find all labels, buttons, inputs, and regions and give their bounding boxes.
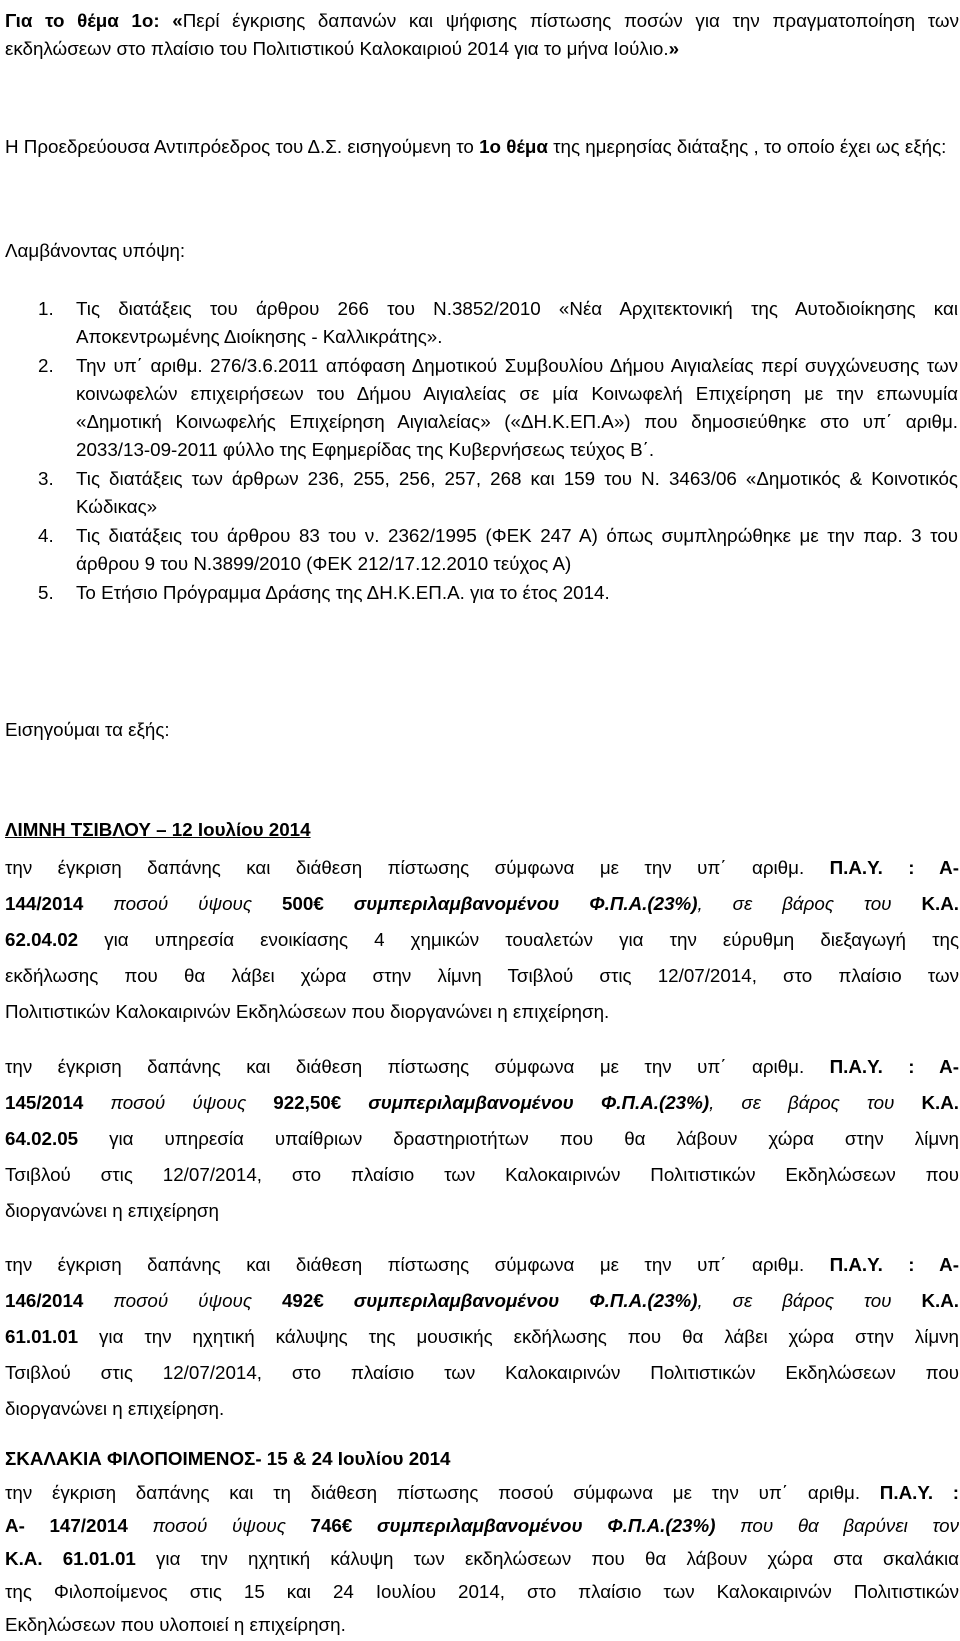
pay-code: 144/2014 xyxy=(5,893,84,914)
vat-note: συμπεριλαμβανομένου Φ.Π.Α.(23%) xyxy=(353,1290,698,1311)
vat-note: συμπεριλαμβανομένου Φ.Π.Α.(23%) xyxy=(377,1515,716,1536)
ka-label: Κ.Α. xyxy=(921,1092,959,1113)
expense-line xyxy=(5,1355,959,1391)
rapporteur-topic-number: 1ο θέμα xyxy=(479,136,548,157)
consideration-text: Την υπ΄ αριθμ. 276/3.6.2011 απόφαση Δημοτικού Συμβουλίου Δήμου Αιγιαλείας περί συγχώνευσης των κοινωφελών επιχειρήσεων του Δήμου Αιγιαλείας σε μία Κοινωφελή Επιχείρηση με την επωνυμία «Δημοτική Κοινωφελής Επιχείρηση Αιγιαλείας» («ΔΗ.Κ.ΕΠ.Α») που δημοσιεύθηκε στο υπ΄ αριθμ. 2033/13-09-2011 φύλλο της Εφημερίδας της Κυβερνήσεως τεύχος Β΄. xyxy=(76,355,958,460)
consideration-number: 1. xyxy=(38,298,54,319)
approval-text: την έγκριση δαπάνης και διάθεση πίστωσης σύμφωνα με την υπ΄ αριθμ. xyxy=(5,1056,805,1077)
considerations-list xyxy=(38,295,958,607)
consideration-item xyxy=(38,522,958,578)
pay-label: Π.Α.Υ. : xyxy=(879,1482,960,1503)
expense-line xyxy=(5,1085,959,1121)
purpose-text: Εκδηλώσεων που υλοποιεί η επιχείρηση. xyxy=(5,1614,346,1635)
consideration-number: 2. xyxy=(38,355,54,376)
considering-label: Λαμβάνοντας υπόψη: xyxy=(5,240,186,261)
expense-item xyxy=(5,1476,959,1641)
section-heading-text: ΛΙΜΝΗ ΤΣΙΒΛΟΥ – 12 Ιουλίου 2014 xyxy=(5,819,311,840)
expense-item xyxy=(5,850,959,1030)
pay-label: Π.Α.Υ. : Α- xyxy=(829,1056,960,1077)
pay-label: Π.Α.Υ. : Α- xyxy=(829,857,960,878)
pay-code: 146/2014 xyxy=(5,1290,84,1311)
purpose-text: διοργανώνει η επιχείρηση. xyxy=(5,1398,225,1419)
consideration-number: 3. xyxy=(38,468,54,489)
consideration-text: Τις διατάξεις του άρθρου 266 του Ν.3852/2010 «Νέα Αρχιτεκτονική της Αυτοδιοίκησης και Αποκεντρωμένης Διοίκησης - Καλλικράτης». xyxy=(76,298,958,347)
amount-label: ποσού ύψους xyxy=(127,1515,311,1536)
expense-line xyxy=(5,994,959,1030)
expense-line xyxy=(5,1121,959,1157)
amount-label: ποσού ύψους xyxy=(83,1092,274,1113)
purpose-text: για την ηχητική κάλυψη των εκδηλώσεων που θα λάβουν χώρα στα σκαλάκια xyxy=(135,1548,959,1569)
ka-code: 62.04.02 xyxy=(5,929,79,950)
purpose-text: Τσιβλού στις 12/07/2014, στο πλαίσιο των Καλοκαιρινών Πολιτιστικών Εκδηλώσεων που xyxy=(5,1164,959,1185)
expense-item xyxy=(5,1049,959,1229)
consideration-number: 4. xyxy=(38,525,54,546)
approval-text: την έγκριση δαπάνης και διάθεση πίστωσης σύμφωνα με την υπ΄ αριθμ. xyxy=(5,1254,805,1275)
expense-line xyxy=(5,886,959,922)
expense-line xyxy=(5,1319,959,1355)
amount-label: ποσού ύψους xyxy=(83,1290,282,1311)
expense-line xyxy=(5,1391,959,1427)
purpose-text: Πολιτιστικών Καλοκαιρινών Εκδηλώσεων που διοργανώνει η επιχείρηση. xyxy=(5,1001,610,1022)
expense-line xyxy=(5,922,959,958)
purpose-text: εκδήλωσης που θα λάβει χώρα στην λίμνη Τσιβλού στις 12/07/2014, στο πλαίσιο των xyxy=(5,965,959,986)
pay-label: Π.Α.Υ. : Α- xyxy=(829,1254,960,1275)
consideration-number: 5. xyxy=(38,582,54,603)
vat-note: συμπεριλαμβανομένου Φ.Π.Α.(23%) xyxy=(353,893,698,914)
expense-line xyxy=(5,1157,959,1193)
vat-note: συμπεριλαμβανομένου Φ.Π.Α.(23%) xyxy=(368,1092,710,1113)
purpose-text: της Φιλοποίμενος στις 15 και 24 Ιουλίου 2014, στο πλαίσιο των Καλοκαιρινών Πολιτιστικών xyxy=(5,1581,959,1602)
amount-label: ποσού ύψους xyxy=(83,893,282,914)
charge-text: , σε βάρος του xyxy=(697,893,922,914)
amount-value: 492€ xyxy=(281,1290,324,1311)
expense-line xyxy=(5,1542,959,1575)
consideration-item xyxy=(38,579,958,607)
topic-prefix: Για το θέμα 1ο: « xyxy=(5,10,183,31)
consideration-item xyxy=(38,352,958,464)
consideration-text: Το Ετήσιο Πρόγραμμα Δράσης της ΔΗ.Κ.ΕΠ.Α. για το έτος 2014. xyxy=(76,582,610,603)
proposal-label: Εισηγούμαι τα εξής: xyxy=(5,719,170,740)
charge-text: , σε βάρος του xyxy=(697,1290,922,1311)
expense-line xyxy=(5,850,959,886)
section-heading-text: ΣΚΑΛΑΚΙΑ ΦΙΛΟΠΟΙΜΕΝΟΣ- 15 & 24 Ιουλίου 2014 xyxy=(5,1448,451,1469)
rapporteur-paragraph xyxy=(5,133,959,161)
purpose-text: για υπηρεσία υπαίθριων δραστηριοτήτων που θα λάβουν χώρα στην λίμνη xyxy=(78,1128,959,1149)
topic-suffix: » xyxy=(668,38,680,59)
expense-line xyxy=(5,1476,959,1509)
purpose-text: για υπηρεσία ενοικίασης 4 χημικών τουαλετών για την εύρυθμη διεξαγωγή της xyxy=(78,929,959,950)
charge-text: , σε βάρος του xyxy=(709,1092,922,1113)
consideration-item xyxy=(38,295,958,351)
rapporteur-text-b: της ημερησίας διάταξης , το οποίο έχει ως εξής: xyxy=(547,136,947,157)
ka-code: 64.02.05 xyxy=(5,1128,79,1149)
section-heading xyxy=(5,816,959,844)
pay-code: 145/2014 xyxy=(5,1092,84,1113)
expense-line xyxy=(5,1049,959,1085)
rapporteur-text-a: Η Προεδρεύουσα Αντιπρόεδρος του Δ.Σ. εισηγούμενη το xyxy=(5,136,480,157)
expense-line xyxy=(5,1193,959,1229)
expense-line xyxy=(5,1608,959,1641)
ka-code: Κ.Α. 61.01.01 xyxy=(5,1548,136,1569)
purpose-text: διοργανώνει η επιχείρηση xyxy=(5,1200,219,1221)
purpose-text: για την ηχητική κάλυψης της μουσικής εκδήλωσης που θα λάβει χώρα στην λίμνη xyxy=(78,1326,959,1347)
expense-line xyxy=(5,958,959,994)
approval-text: την έγκριση δαπάνης και διάθεση πίστωσης σύμφωνα με την υπ΄ αριθμ. xyxy=(5,857,805,878)
amount-value: 922,50€ xyxy=(273,1092,342,1113)
purpose-text: Τσιβλού στις 12/07/2014, στο πλαίσιο των Καλοκαιρινών Πολιτιστικών Εκδηλώσεων που xyxy=(5,1362,959,1383)
topic-heading xyxy=(5,7,959,63)
consideration-text: Τις διατάξεις του άρθρου 83 του ν. 2362/1995 (ΦΕΚ 247 Α) όπως συμπληρώθηκε με την παρ. 3 του άρθρου 9 του Ν.3899/2010 (ΦΕΚ 212/17.12.2010 τεύχος Α) xyxy=(76,525,958,574)
expense-line xyxy=(5,1509,959,1542)
expense-line xyxy=(5,1247,959,1283)
amount-value: 746€ xyxy=(310,1515,353,1536)
ka-code: 61.01.01 xyxy=(5,1326,79,1347)
ka-label: Κ.Α. xyxy=(921,893,959,914)
expense-item xyxy=(5,1247,959,1427)
expense-line xyxy=(5,1575,959,1608)
pay-code: Α- 147/2014 xyxy=(5,1515,128,1536)
consideration-item xyxy=(38,465,958,521)
consideration-text: Τις διατάξεις των άρθρων 236, 255, 256, 257, 268 και 159 του Ν. 3463/06 «Δημοτικός & Κοινοτικός Κώδικας» xyxy=(76,468,958,517)
amount-value: 500€ xyxy=(281,893,324,914)
approval-text: την έγκριση δαπάνης και τη διάθεση πίστωσης ποσού σύμφωνα με την υπ΄ αριθμ. xyxy=(5,1482,861,1503)
expense-line xyxy=(5,1283,959,1319)
topic-text: Περί έγκρισης δαπανών και ψήφισης πίστωσης ποσών για την πραγματοποίηση των εκδηλώσεων στο πλαίσιο του Πολιτιστικού Καλοκαιριού 2014 για το μήνα Ιούλιο. xyxy=(5,10,959,59)
section-heading xyxy=(5,1445,959,1473)
ka-label: Κ.Α. xyxy=(921,1290,959,1311)
charge-text: που θα βαρύνει τον xyxy=(715,1515,960,1536)
